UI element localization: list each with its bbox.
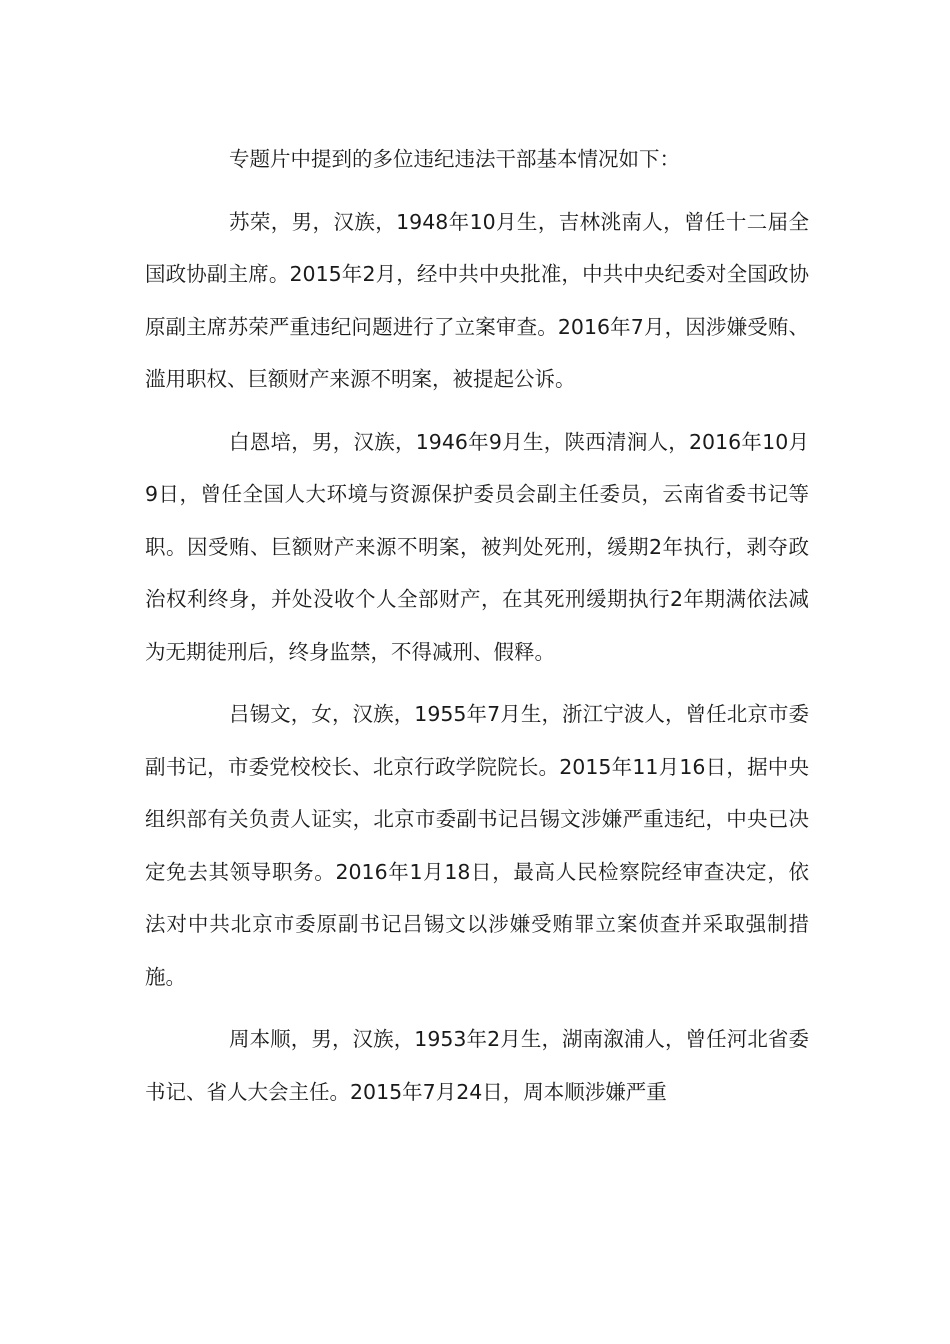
document-body bbox=[145, 133, 809, 1118]
intro-paragraph: 专题片中提到的多位违纪违法干部基本情况如下： bbox=[229, 147, 680, 171]
paragraph-spacer bbox=[145, 406, 809, 416]
paragraph-spacer bbox=[145, 186, 809, 196]
paragraph-su-rong: 苏荣，男，汉族，1948年10月生，吉林洮南人，曾任十二届全国政协副主席。2015年2月，经中共中央批准，中共中央纪委对全国政协原副主席苏荣严重违纪问题进行了立案审查。2016年7月，因涉嫌受贿、滥用职权、巨额财产来源不明案，被提起公诉。 bbox=[145, 209, 809, 391]
paragraph-spacer bbox=[145, 678, 809, 688]
paragraph-zhou-benshun: 周本顺，男，汉族，1953年2月生，湖南溆浦人，曾任河北省委书记、省人大会主任。2015年7月24日，周本顺涉嫌严重 bbox=[145, 1027, 809, 1104]
paragraph-lu-xiwen: 吕锡文，女，汉族，1955年7月生，浙江宁波人，曾任北京市委副书记，市委党校校长、北京行政学院院长。2015年11月16日，据中央组织部有关负责人证实，北京市委副书记吕锡文涉嫌严重违纪，中央已决定免去其领导职务。2016年1月18日，最高人民检察院经审查决定，依法对中共北京市委原副书记吕锡文以涉嫌受贿罪立案侦查并采取强制措施。 bbox=[145, 702, 809, 989]
paragraph-spacer bbox=[145, 1003, 809, 1013]
paragraph-bai-enpei: 白恩培，男，汉族，1946年9月生，陕西清涧人，2016年10月9日，曾任全国人大环境与资源保护委员会副主任委员，云南省委书记等职。因受贿、巨额财产来源不明案，被判处死刑，缓期2年执行，剥夺政治权利终身，并处没收个人全部财产，在其死刑缓期执行2年期满依法减为无期徒刑后，终身监禁，不得减刑、假释。 bbox=[145, 429, 809, 664]
